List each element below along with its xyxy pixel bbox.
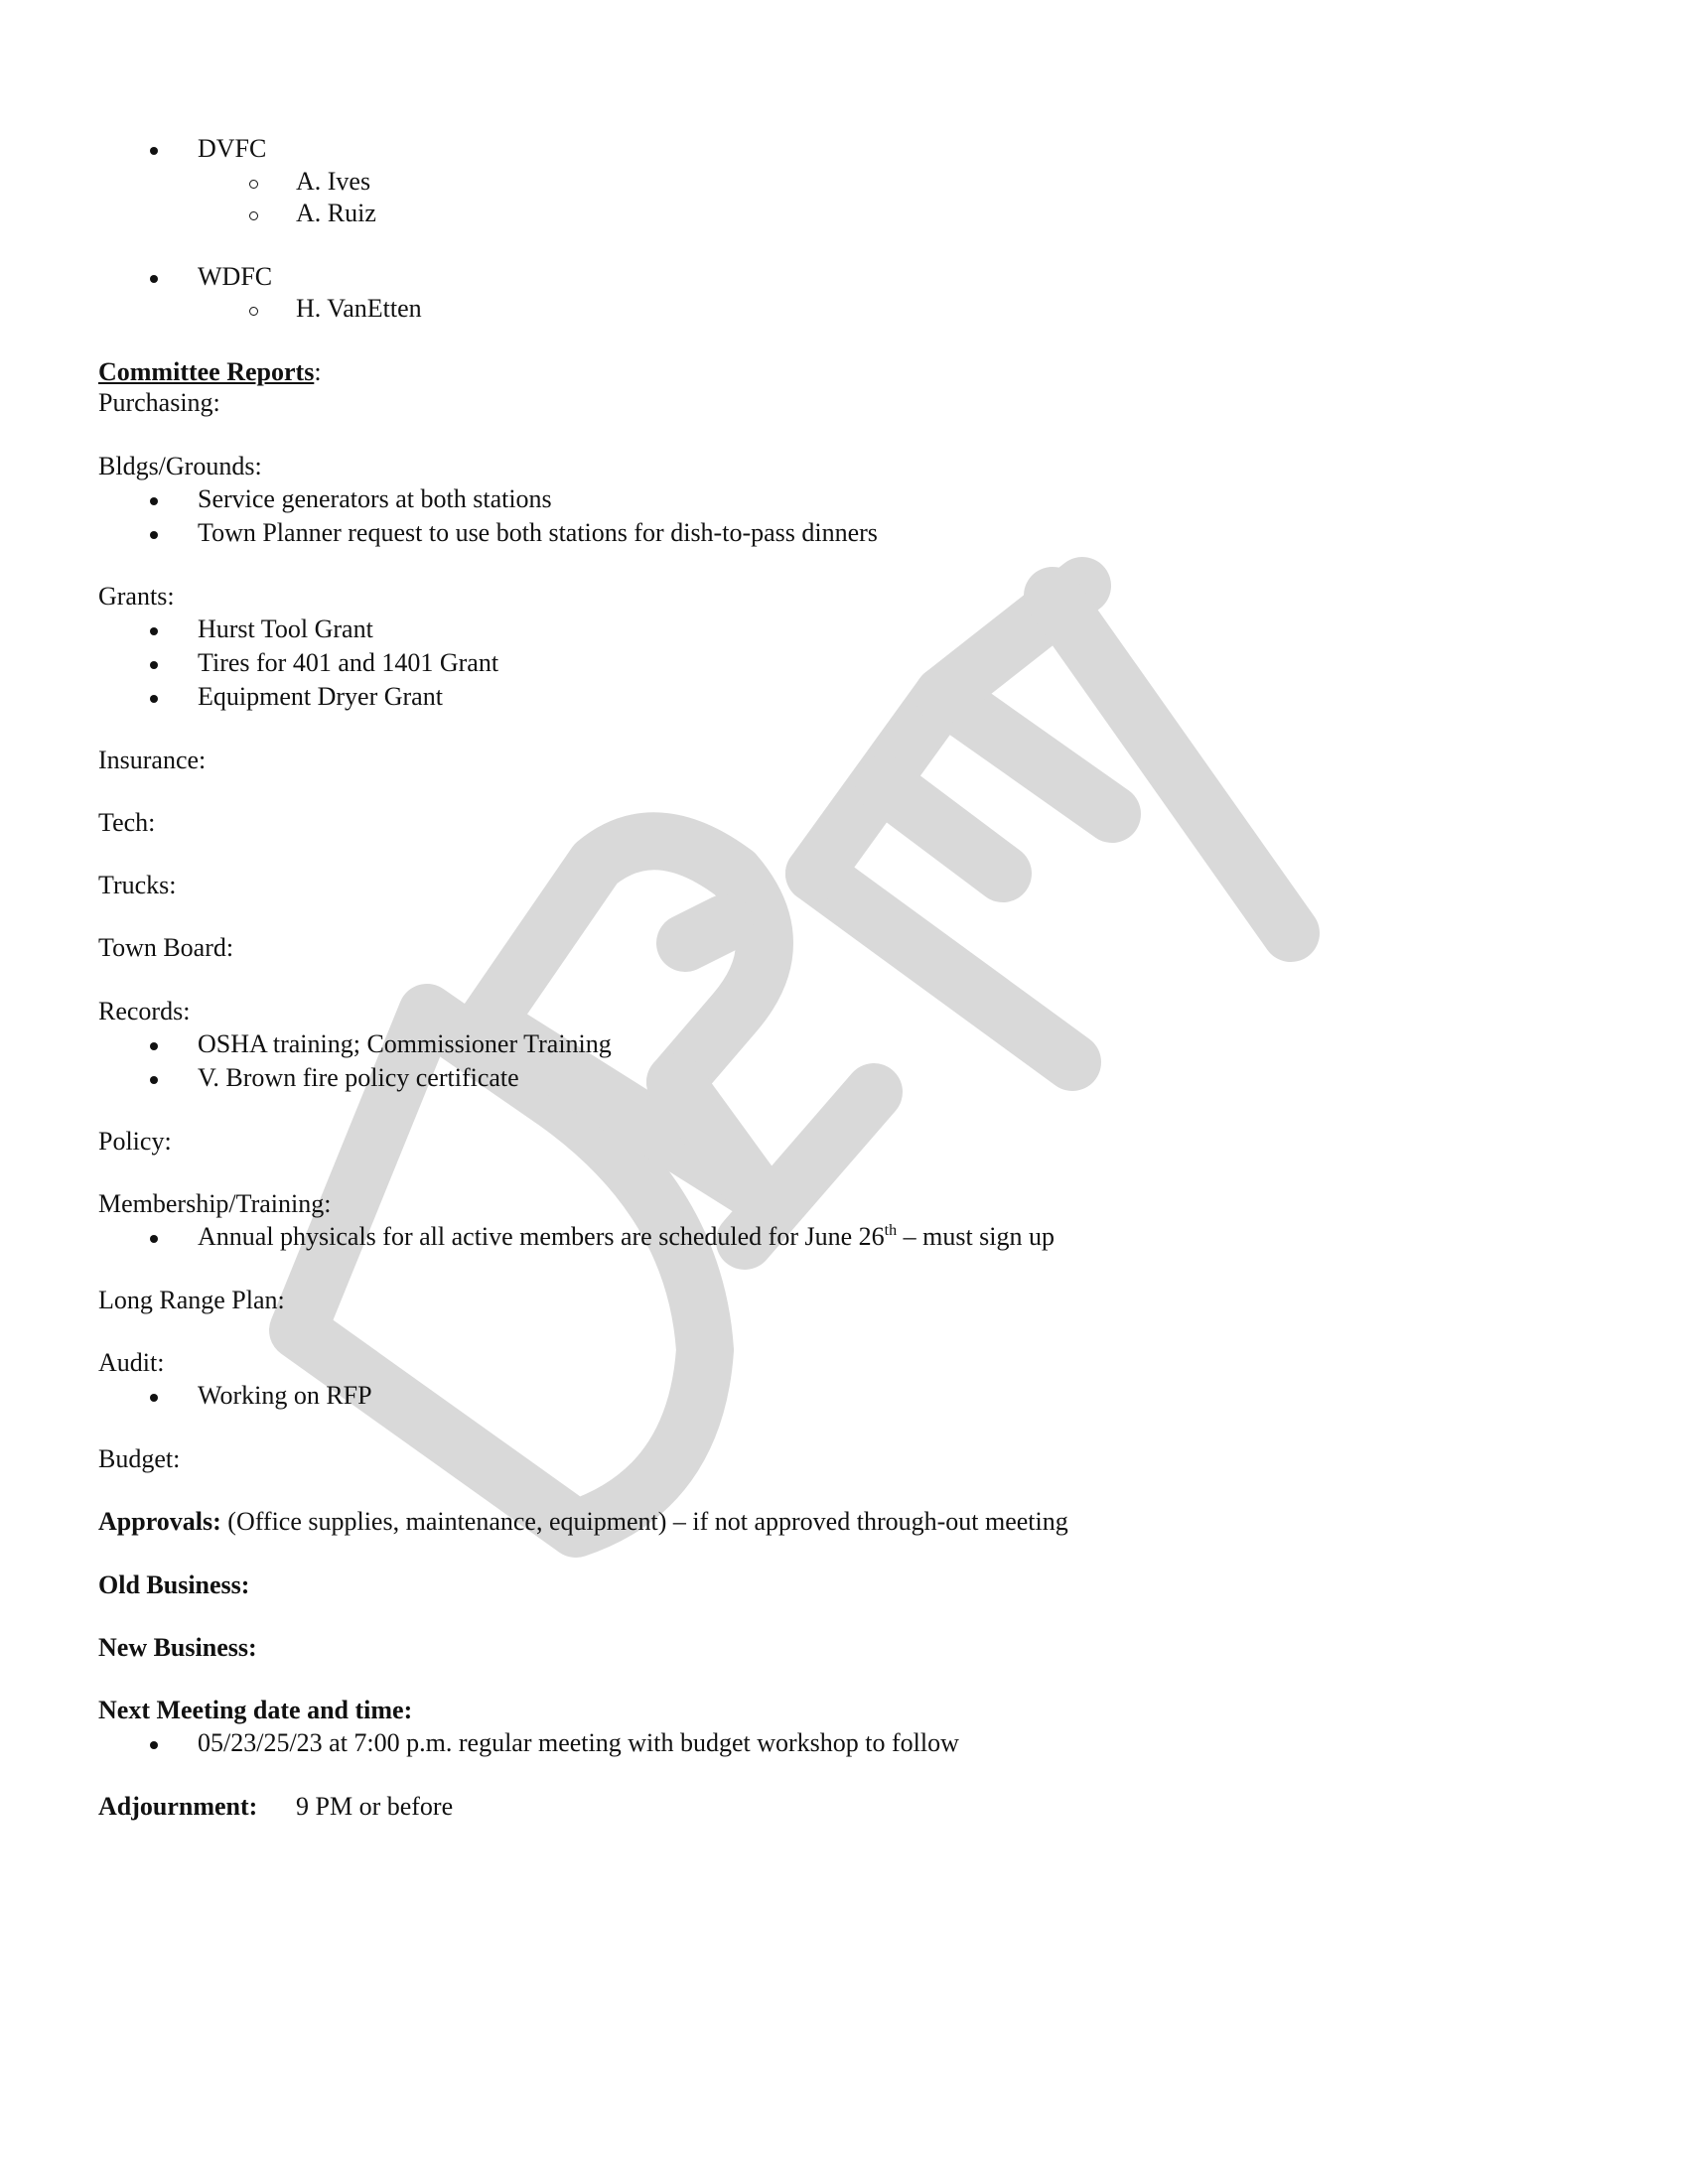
next-meeting-label: Next Meeting date and time: [98, 1696, 413, 1724]
town-board-label: Town Board: [98, 933, 234, 962]
roster-member: H. VanEtten [296, 294, 422, 323]
membership-item [198, 1221, 1055, 1253]
bldgs-label: Bldgs/Grounds: [98, 452, 262, 480]
old-business-label: Old Business: [98, 1570, 250, 1599]
bullet [150, 147, 158, 155]
roster-member: A. Ives [296, 167, 371, 196]
bullet [150, 1394, 158, 1402]
records-label: Records: [98, 997, 191, 1025]
membership-item-tail: – must sign up [897, 1222, 1055, 1251]
insurance-label: Insurance: [98, 746, 207, 774]
records-item: OSHA training; Commissioner Training [198, 1029, 612, 1058]
approvals-text: (Office supplies, maintenance, equipment) – if not approved through-out meeting [220, 1507, 1068, 1536]
budget-label: Budget: [98, 1444, 181, 1473]
roster-member: A. Ruiz [296, 199, 376, 227]
bullet [150, 1235, 158, 1243]
bullet [150, 531, 158, 539]
trucks-label: Trucks: [98, 871, 177, 899]
bullet [150, 1741, 158, 1749]
grants-item: Tires for 401 and 1401 Grant [198, 648, 499, 677]
bullet [150, 695, 158, 703]
tech-label: Tech: [98, 808, 156, 837]
grants-item: Equipment Dryer Grant [198, 682, 443, 711]
bullet [150, 661, 158, 669]
sub-bullet [249, 180, 258, 189]
bullet [150, 497, 158, 505]
membership-item-text: Annual physicals for all active members are scheduled for June 26 [198, 1222, 885, 1251]
new-business-label: New Business: [98, 1633, 257, 1662]
roster-group-dvfc: DVFC [198, 134, 267, 163]
bullet [150, 627, 158, 635]
adjournment-label: Adjournment: [98, 1792, 258, 1821]
bldgs-item: Town Planner request to use both stations for dish-to-pass dinners [198, 518, 878, 547]
bullet [150, 1076, 158, 1084]
bullet [150, 275, 158, 283]
membership-item-ordinal: th [884, 1222, 898, 1239]
audit-label: Audit: [98, 1348, 165, 1377]
approvals-line [98, 1506, 1068, 1538]
long-range-label: Long Range Plan: [98, 1286, 285, 1314]
sub-bullet [249, 211, 258, 220]
committee-reports-heading [98, 356, 322, 388]
committee-heading-text: Committee Reports [98, 357, 315, 386]
membership-label: Membership/Training: [98, 1189, 332, 1218]
grants-label: Grants: [98, 582, 175, 611]
records-item: V. Brown fire policy certificate [198, 1063, 519, 1092]
roster-group-wdfc: WDFC [198, 262, 273, 291]
sub-bullet [249, 307, 258, 316]
policy-label: Policy: [98, 1127, 172, 1156]
next-meeting-item: 05/23/25/23 at 7:00 p.m. regular meeting with budget workshop to follow [198, 1728, 959, 1757]
grants-item: Hurst Tool Grant [198, 614, 373, 643]
bullet [150, 1042, 158, 1050]
audit-item: Working on RFP [198, 1381, 372, 1410]
committee-heading-colon: : [314, 357, 322, 386]
adjournment-text: 9 PM or before [296, 1792, 454, 1821]
approvals-label: Approvals: [98, 1507, 221, 1536]
bldgs-item: Service generators at both stations [198, 484, 552, 513]
purchasing-label: Purchasing: [98, 388, 220, 417]
